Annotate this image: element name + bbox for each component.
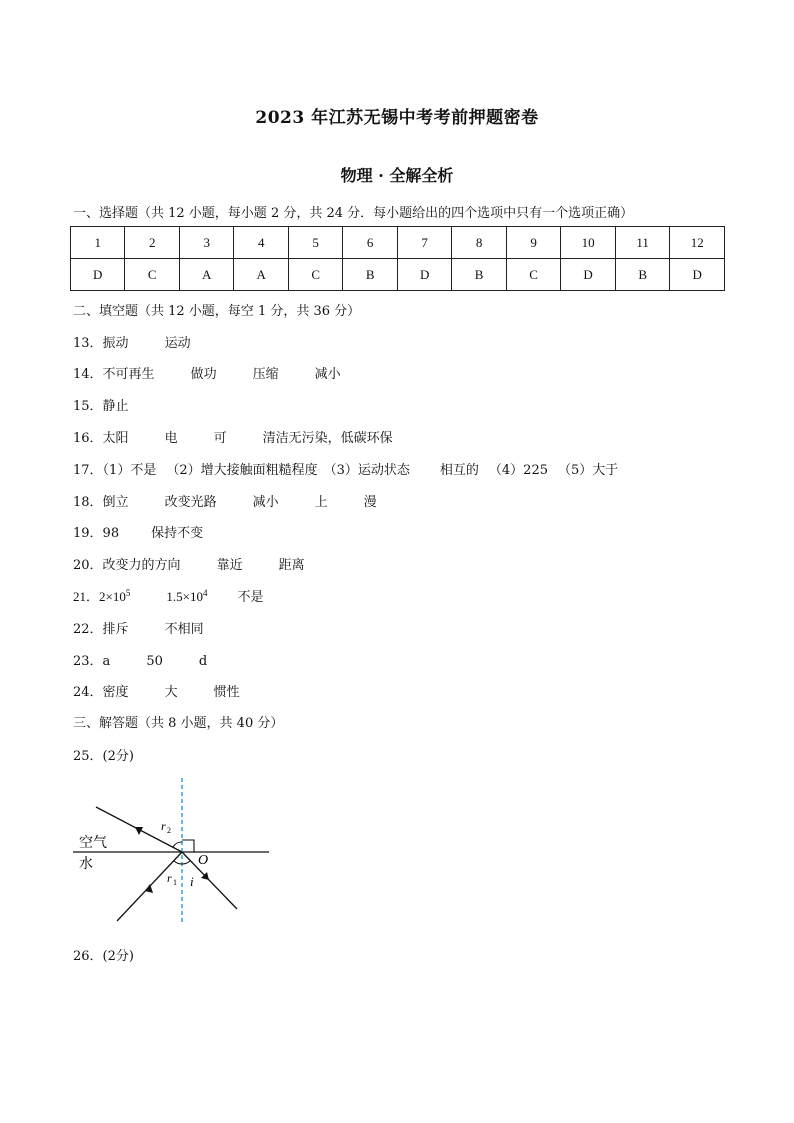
table-cell: 8	[452, 227, 506, 259]
answer-line-23	[73, 650, 207, 669]
answer-text: 减小	[252, 495, 279, 510]
question-number: 15．	[73, 399, 103, 414]
question-number: 18．	[73, 495, 103, 510]
table-cell: 5	[288, 227, 342, 259]
answer-text: （5）大于	[558, 463, 619, 478]
question-number: 16．	[73, 431, 103, 446]
question-number: 17．	[73, 463, 103, 478]
question-number: 21．	[73, 589, 100, 604]
answer-text: 做功	[190, 367, 217, 382]
page-subtitle: 物理 · 全解全析	[340, 166, 454, 185]
answer-line-15	[73, 395, 129, 414]
table-cell: B	[343, 259, 397, 291]
right-angle-mark	[182, 840, 194, 852]
answer-text: 相互的	[439, 463, 479, 478]
r2-label: r	[161, 819, 166, 833]
answer-text: 不是	[237, 589, 264, 604]
answer-line-20	[73, 554, 305, 573]
answer-line-21	[73, 586, 263, 605]
section-solve-heading: 三、解答题（共 8 小题，共 40 分）	[73, 716, 284, 731]
answer-text: 静止	[102, 399, 129, 414]
answer-text: 大	[164, 685, 178, 700]
page-title: 2023 年江苏无锡中考考前押题密卷	[255, 108, 539, 128]
answer-text: 可	[213, 431, 227, 446]
angle-arc-i	[182, 861, 190, 864]
answer-text: 50	[146, 654, 163, 669]
answer-line-24	[73, 681, 240, 700]
table-cell: 7	[397, 227, 451, 259]
table-cell: B	[615, 259, 670, 291]
answer-text: 压缩	[252, 367, 279, 382]
answer-text: 减小	[314, 367, 341, 382]
table-cell: 6	[343, 227, 397, 259]
answer-text: （2）增大接触面粗糙程度	[166, 463, 318, 478]
answer-text: 上	[314, 495, 328, 510]
r1-label: r	[167, 871, 172, 885]
refraction-diagram	[73, 775, 273, 930]
answer-text: 保持不变	[151, 526, 204, 541]
question-number: 23．	[73, 654, 103, 669]
answer-text: d	[198, 654, 208, 669]
answer-table-number-row	[71, 227, 725, 259]
arrow-icon	[145, 884, 153, 893]
answer-text: 排斥	[102, 622, 129, 637]
exponent: 4	[202, 588, 208, 598]
question-25-heading: 25．(2分)	[73, 749, 134, 764]
answer-text: 清洁无污染，低碳环保	[262, 431, 393, 446]
answer-line-14	[73, 363, 341, 382]
answer-text: 靠近	[216, 558, 243, 573]
r2-subscript: 2	[167, 826, 171, 835]
table-cell: A	[179, 259, 233, 291]
answer-text: 电	[164, 431, 178, 446]
answer-text: 倒立	[102, 495, 129, 510]
table-cell: A	[234, 259, 288, 291]
air-label: 空气	[79, 835, 107, 851]
table-cell: D	[71, 259, 125, 291]
answer-text: 太阳	[102, 431, 129, 446]
r1-subscript: 1	[173, 878, 177, 887]
table-cell: C	[506, 259, 560, 291]
table-cell: D	[670, 259, 725, 291]
table-cell: 11	[615, 227, 670, 259]
question-number: 13．	[73, 336, 103, 351]
answer-text: 密度	[102, 685, 129, 700]
answer-text: 振动	[102, 336, 129, 351]
answer-text: a	[102, 654, 111, 669]
answer-text: 不相同	[164, 622, 204, 637]
table-cell: D	[561, 259, 616, 291]
answer-line-13	[73, 332, 191, 351]
table-cell: 4	[234, 227, 288, 259]
answer-line-18	[73, 491, 377, 510]
question-number: 19．	[73, 526, 103, 541]
answer-line-16	[73, 427, 393, 446]
table-cell: C	[288, 259, 342, 291]
answer-text: 距离	[278, 558, 305, 573]
answer-text: （3）运动状态	[323, 463, 410, 478]
table-cell: D	[397, 259, 451, 291]
answer-text: 漫	[363, 495, 377, 510]
answer-line-19	[73, 522, 203, 541]
section-choice-heading: 一、选择题（共 12 小题，每小题 2 分，共 24 分．每小题给出的四个选项中只有一个选项正确）	[73, 206, 634, 221]
section-fill-heading: 二、填空题（共 12 小题，每空 1 分，共 36 分）	[73, 304, 361, 319]
table-cell: 1	[71, 227, 125, 259]
question-number: 22．	[73, 622, 103, 637]
point-o-label: O	[198, 853, 209, 868]
question-number: 20．	[73, 558, 103, 573]
answer-text: 不可再生	[102, 367, 155, 382]
table-cell: 2	[125, 227, 179, 259]
exponent: 5	[125, 588, 131, 598]
answer-text: 98	[102, 526, 120, 541]
angle-arc-r1	[174, 861, 182, 864]
question-number: 24．	[73, 685, 103, 700]
angle-i-label: i	[190, 874, 194, 889]
water-label: 水	[79, 856, 93, 872]
answer-text: 1.5×10	[166, 589, 203, 604]
answer-text: （4）225	[488, 463, 548, 478]
question-26-heading: 26．(2分)	[73, 949, 134, 964]
angle-arc-r2	[173, 842, 182, 847]
answer-table	[70, 226, 725, 291]
answer-text: 改变力的方向	[102, 558, 181, 573]
answer-text: （1）不是	[102, 463, 157, 478]
table-cell: 12	[670, 227, 725, 259]
table-cell: 3	[179, 227, 233, 259]
answer-line-22	[73, 618, 204, 637]
table-cell: 10	[561, 227, 616, 259]
answer-text: 运动	[164, 336, 191, 351]
answer-text: 2×10	[99, 589, 126, 604]
answer-table-answer-row	[71, 259, 725, 291]
question-number: 14．	[73, 367, 103, 382]
answer-text: 改变光路	[164, 495, 217, 510]
table-cell: B	[452, 259, 506, 291]
answer-text: 惯性	[213, 685, 240, 700]
table-cell: 9	[506, 227, 560, 259]
table-cell: C	[125, 259, 179, 291]
answer-line-17	[73, 459, 618, 478]
